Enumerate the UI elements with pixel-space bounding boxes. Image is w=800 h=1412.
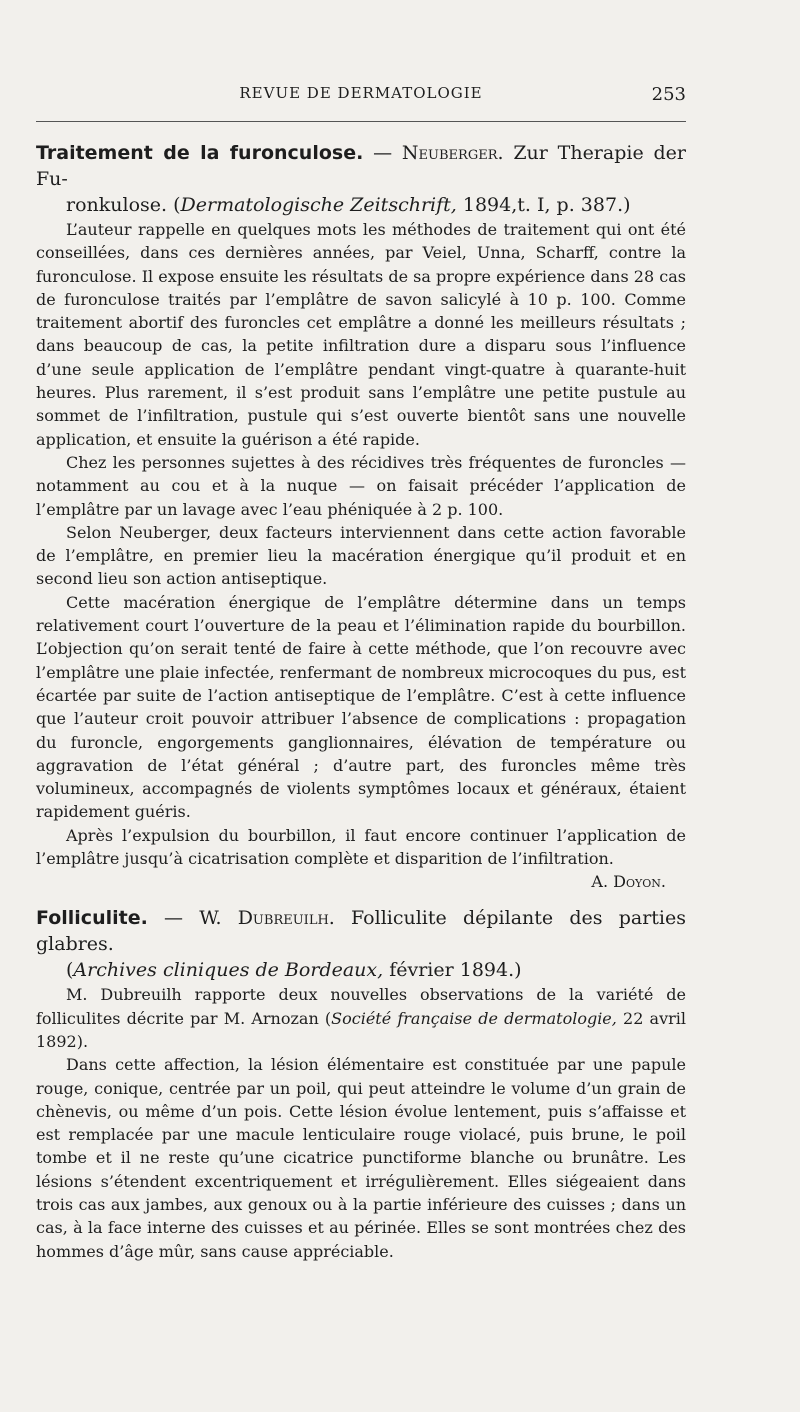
page-number: 253 (651, 84, 686, 105)
article-author: Neuberger. (401, 142, 504, 164)
article-folliculite (36, 905, 686, 1263)
page-body (36, 140, 686, 1263)
title-citation: 1894,t. I, p. 387.) (456, 194, 631, 216)
title-text: Zur Therapie der Fu- (36, 142, 686, 190)
title-text: Folliculite dépilante des parties glabres. (36, 907, 686, 956)
section-gap (36, 893, 686, 905)
article-title (36, 905, 686, 983)
paragraph: Cette macération énergique de l’emplâtre détermine dans un temps relativement court l’ouverture de la peau et l’élimination rapide du bourbillon. L’objection qu’on serait tenté de faire à cette méthode, que l’on recouvre avec l’emplâtre une plaie infectée, renfermant de nombreux microcoques du pus, est écartée par suite de l’action antiseptique de l’emplâtre. C’est à cette influence que l’auteur croit pouvoir attribuer l’absence de complications : propagation du furoncle, engorgements ganglionnaires, élévation de température ou aggravation de l’état général ; d’autre part, des furoncles même très volumineux, accompagnés de violents symptômes locaux et généraux, étaient rapidement guéris. (36, 592, 686, 822)
title-line-2 (36, 957, 686, 983)
title-dash: — (363, 142, 402, 164)
title-citation: février 1894.) (383, 959, 522, 982)
article-topic: Folliculite. (36, 907, 148, 930)
paragraph: Chez les personnes sujettes à des récidives très fréquentes de furoncles — notamment au cou et à la nuque — on faisait précéder l’application de l’emplâtre par un lavage avec l’eau phéniquée à 2 p. 100. (36, 452, 686, 519)
paragraph: Selon Neuberger, deux facteurs interviennent dans cette action favorable de l’emplâtre, en premier lieu la macération énergique qu’il produit et en second lieu son action antiseptique. (36, 522, 686, 589)
society-name: Société française de dermatologie, (331, 1008, 617, 1028)
page-header (36, 84, 686, 112)
running-head: REVUE DE DERMATOLOGIE (239, 84, 483, 102)
journal-name: Archives cliniques de Bordeaux, (73, 959, 384, 982)
article-title (36, 140, 686, 218)
paragraph: L’auteur rappelle en quelques mots les méthodes de traitement qui ont été conseillées, dans ces dernières années, par Veiel, Unna, Scharff, contre la furonculose. Il expose ensuite les résultats de sa propre expérience dans 28 cas de furonculose traités par l’emplâtre de savon salicylé à 10 p. 100. Comme traitement abortif des furoncles cet emplâtre a donné les meilleurs résultats ; dans beaucoup de cas, la petite infiltration dure a disparu sous l’influence d’une seule application de l’emplâtre pendant vingt-quatre à quarante-huit heures. Plus rarement, il s’est produit sans l’emplâtre une petite pustule au sommet de l’infiltration, pustule qui s’est ouverte bientôt sans une nouvelle application, et ensuite la guérison a été rapide. (36, 220, 686, 449)
paragraph: Après l’expulsion du bourbillon, il faut encore continuer l’application de l’emplâtre jusqu’à cicatrisation complète et disparition de l’infiltration. (36, 825, 686, 869)
paragraph-text: M. Dubreuilh rapporte deux nouvelles observations de la variété de folliculites décrite par M. Arnozan ( (36, 985, 686, 1028)
author-signature: A. Doyon. (591, 872, 666, 892)
journal-name: Dermatologische Zeitschrift, (180, 194, 457, 216)
title-text: ronkulose. ( (66, 194, 181, 216)
paragraph: Dans cette affection, la lésion élémentaire est constituée par une papule rouge, conique, centrée par un poil, qui peut atteindre le volume d’un grain de chènevis, ou même d’un pois. Cette lésion évolue lentement, puis s’affaisse et est remplacée par une macule lenticulaire rouge violacé, puis brune, le poil tombe et il ne reste qu’une cicatrice punctiforme blanche ou brunâtre. Les lésions s’étendent excentriquement et irrégulièrement. Elles siégeaient dans trois cas aux jambes, aux genoux ou à la partie inférieure des cuisses ; dans un cas, à la face interne des cuisses et au périnée. Elles se sont montrées chez des hommes d’âge mûr, sans cause appréciable. (36, 1055, 686, 1261)
article-author: Dubreuilh. (237, 907, 335, 930)
paragraph (36, 983, 686, 1053)
title-dash: — (147, 907, 200, 930)
article-furonculose (36, 140, 686, 893)
title-line-2 (36, 192, 686, 218)
article-topic: Traitement de la furonculose. (36, 142, 364, 164)
title-text: ( (66, 959, 74, 982)
author-initial: W. (199, 907, 238, 930)
header-rule (36, 121, 686, 122)
paragraph-text: 22 avril 1892). (36, 1008, 686, 1051)
